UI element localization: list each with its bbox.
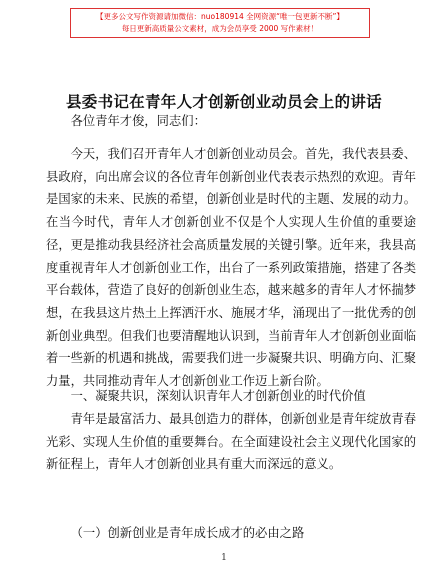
section-heading: 一、凝聚共识，深刻认识青年人才创新创业的时代价值	[70, 389, 366, 403]
page-number: 1	[221, 553, 227, 563]
promo-banner-line-2: 每日更新高质量公文素材，成为会员享受 2000 写作素材！	[121, 24, 319, 33]
body-paragraph: 青年是最富活力、最具创造力的群体，创新创业是青年绽放青春光彩、实现人生价值的重要舞台。在全面建设社会主义现代化国家的新征程上，青年人才创新创业具有重大而深远的意义。	[46, 412, 416, 472]
salutation: 各位青年才俊，同志们：	[70, 114, 206, 128]
document-title: 县委书记在青年人才创新创业动员会上的讲话	[65, 92, 382, 111]
promo-banner	[70, 8, 370, 38]
promo-banner-line-1: 【更多公文写作资源请加微信：nuo180914 全网资源“唯一包更新不断”】	[96, 12, 344, 21]
subsection-heading: （一）创新创业是青年成长成才的必由之路	[70, 526, 305, 540]
body-paragraph: 今天，我们召开青年人才创新创业动员会。首先，我代表县委、县政府，向出席会议的各位青年创新创业代表表示热烈的欢迎。青年是国家的未来、民族的希望，创新创业是时代的主题、发展的动力。在当今时代，青年人才创新创业不仅是个人实现人生价值的重要途径，更是推动我县经济社会高质量发展的关键引擎。近年来，我县高度重视青年人才创新创业工作，出台了一系列政策措施，搭建了各类平台载体，营造了良好的创新创业生态，越来越多的青年人才怀揣梦想，在我县这片热土上挥洒汗水、施展才华，涌现出了一批优秀的创新创业典型。但我们也要清醒地认识到，当前青年人才创新创业面临着一些新的机遇和挑战，需要我们进一步凝聚共识、明确方向、汇聚力量，共同推动青年人才创新创业工作迈上新台阶。	[46, 147, 416, 389]
